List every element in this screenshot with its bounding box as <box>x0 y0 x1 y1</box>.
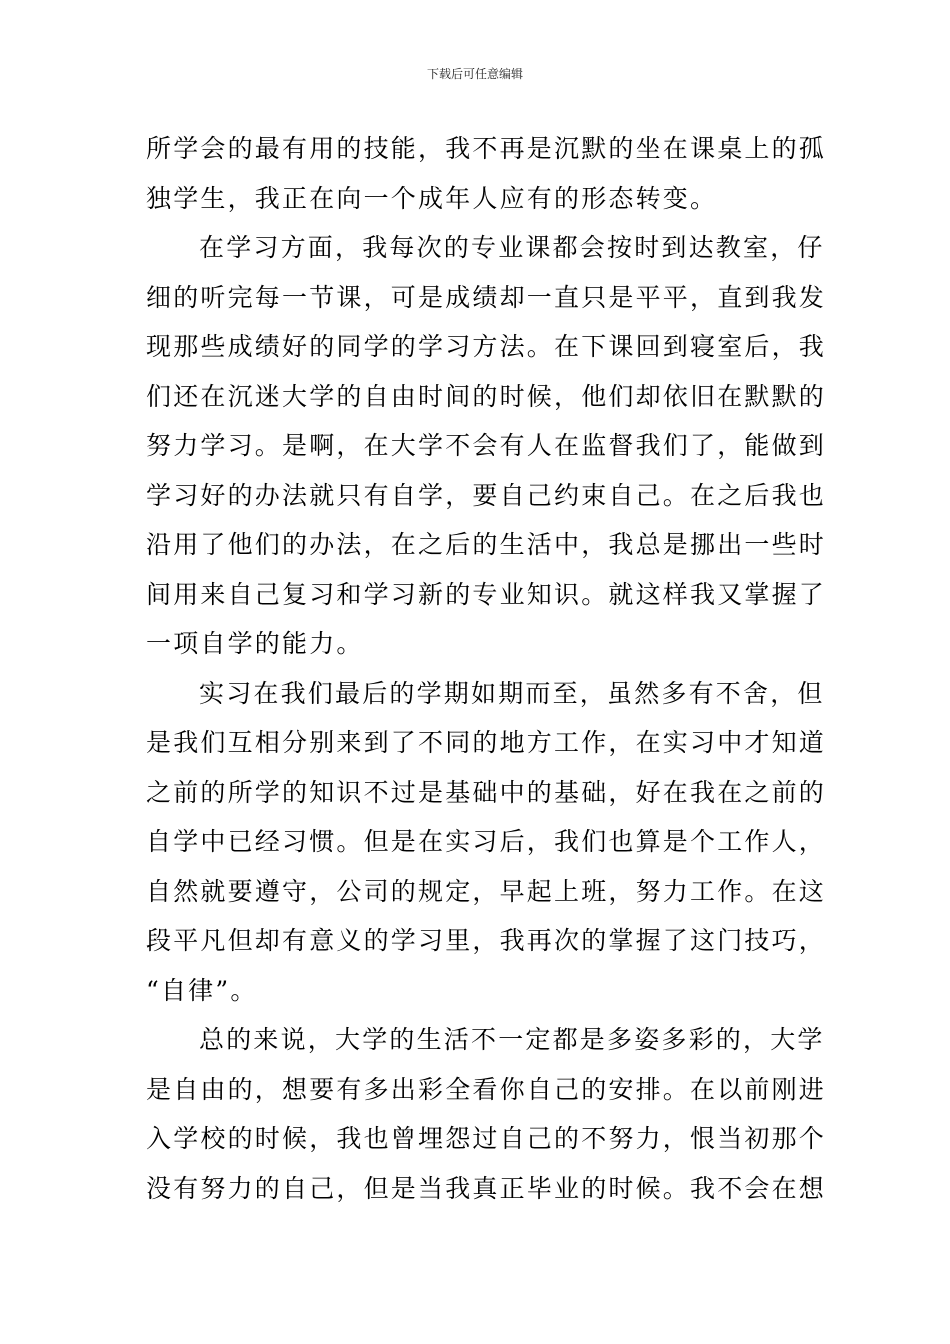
text-line: 自然就要遵守，公司的规定，早起上班，努力工作。在这 <box>146 876 827 906</box>
text-line: 沿用了他们的办法，在之后的生活中，我总是挪出一些时 <box>146 530 827 559</box>
text-line: 间用来自己复习和学习新的专业知识。就这样我又掌握了 <box>146 579 827 609</box>
page-header: 下载后可任意编辑 <box>426 67 523 81</box>
text-line: 入学校的时候，我也曾埋怨过自己的不努力，恨当初那个 <box>146 1124 827 1153</box>
paragraph-first-line: 实习在我们最后的学期如期而至，虽然多有不舍，但 <box>199 678 825 708</box>
text-line: 所学会的最有用的技能，我不再是沉默的坐在课桌上的孤 <box>146 134 827 163</box>
paragraph-first-line: 总的来说，大学的生活不一定都是多姿多彩的，大学 <box>199 1025 825 1054</box>
text-line: 一项自学的能力。 <box>146 629 364 658</box>
text-line: 现那些成绩好的同学的学习方法。在下课回到寝室后，我 <box>146 332 827 361</box>
text-line: 是我们互相分别来到了不同的地方工作，在实习中才知道 <box>146 728 827 757</box>
paragraph-first-line: 在学习方面，我每次的专业课都会按时到达教室，仔 <box>199 233 825 262</box>
text-line: 段平凡但却有意义的学习里，我再次的掌握了这门技巧， <box>146 926 827 955</box>
text-line: 学习好的办法就只有自学，要自己约束自己。在之后我也 <box>146 480 827 510</box>
text-line: 之前的所学的知识不过是基础中的基础，好在我在之前的 <box>146 777 827 807</box>
text-line: “自律”。 <box>146 975 258 1005</box>
text-line: 们还在沉迷大学的自由时间的时候，他们却依旧在默默的 <box>146 381 827 411</box>
text-line: 独学生，我正在向一个成年人应有的形态转变。 <box>146 183 718 213</box>
text-line: 是自由的，想要有多出彩全看你自己的安排。在以前刚进 <box>146 1074 827 1104</box>
document-body <box>146 124 827 1213</box>
text-line: 自学中已经习惯。但是在实习后，我们也算是个工作人， <box>146 827 827 856</box>
text-line: 细的听完每一节课，可是成绩却一直只是平平，直到我发 <box>146 282 827 312</box>
text-line: 努力学习。是啊，在大学不会有人在监督我们了，能做到 <box>146 431 827 460</box>
text-line: 没有努力的自己，但是当我真正毕业的时候。我不会在想 <box>146 1173 827 1203</box>
